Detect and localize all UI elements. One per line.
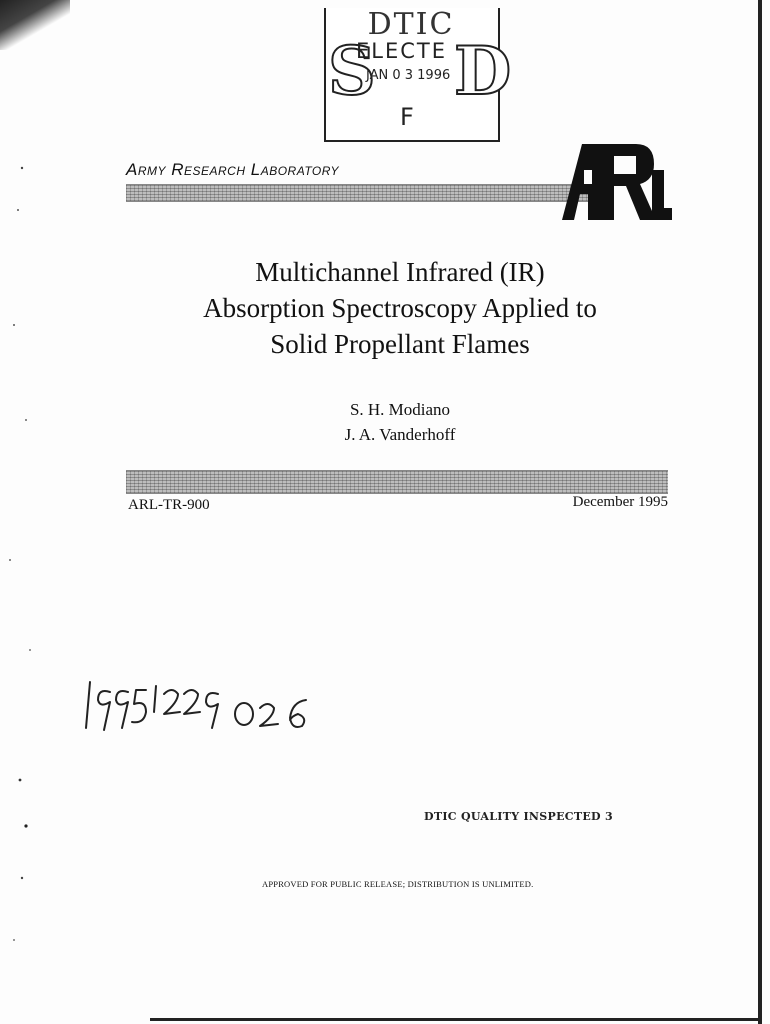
stamp-dtic-text: DTIC [367,7,455,42]
stamp-date: JAN 0 3 1996 [366,68,451,83]
scan-bottom-edge [150,1018,762,1021]
scan-right-edge [758,0,762,1024]
author-2: J. A. Vanderhoff [344,425,456,444]
dtic-elected-stamp [324,7,512,142]
stamp-letter-s: S [328,32,376,110]
handwritten-accession-number [84,672,324,742]
stamp-grade: F [400,103,414,131]
title-line-2: Absorption Spectroscopy Applied to [203,293,597,323]
release-statement: APPROVED FOR PUBLIC RELEASE; DISTRIBUTION IS UNLIMITED. [262,879,534,889]
report-date: December 1995 [572,494,668,510]
organization-name: Army Research Laboratory [126,160,339,179]
stamp-letter-d: D [454,32,512,110]
arl-logo-icon [556,140,672,220]
author-list [260,397,540,447]
title-line-3: Solid Propellant Flames [270,329,530,359]
dtic-quality-stamp: DTIC QUALITY INSPECTED 3 [424,810,613,823]
report-number: ARL-TR-900 [128,497,210,513]
author-1: S. H. Modiano [349,400,451,419]
scan-noise-left-margin [0,40,40,1000]
stamp-elected-text: ELECTE [356,39,447,63]
divider-halftone-band [126,470,668,494]
header-halftone-band [126,184,606,202]
title-line-1: Multichannel Infrared (IR) [255,257,545,287]
report-title [110,254,690,362]
